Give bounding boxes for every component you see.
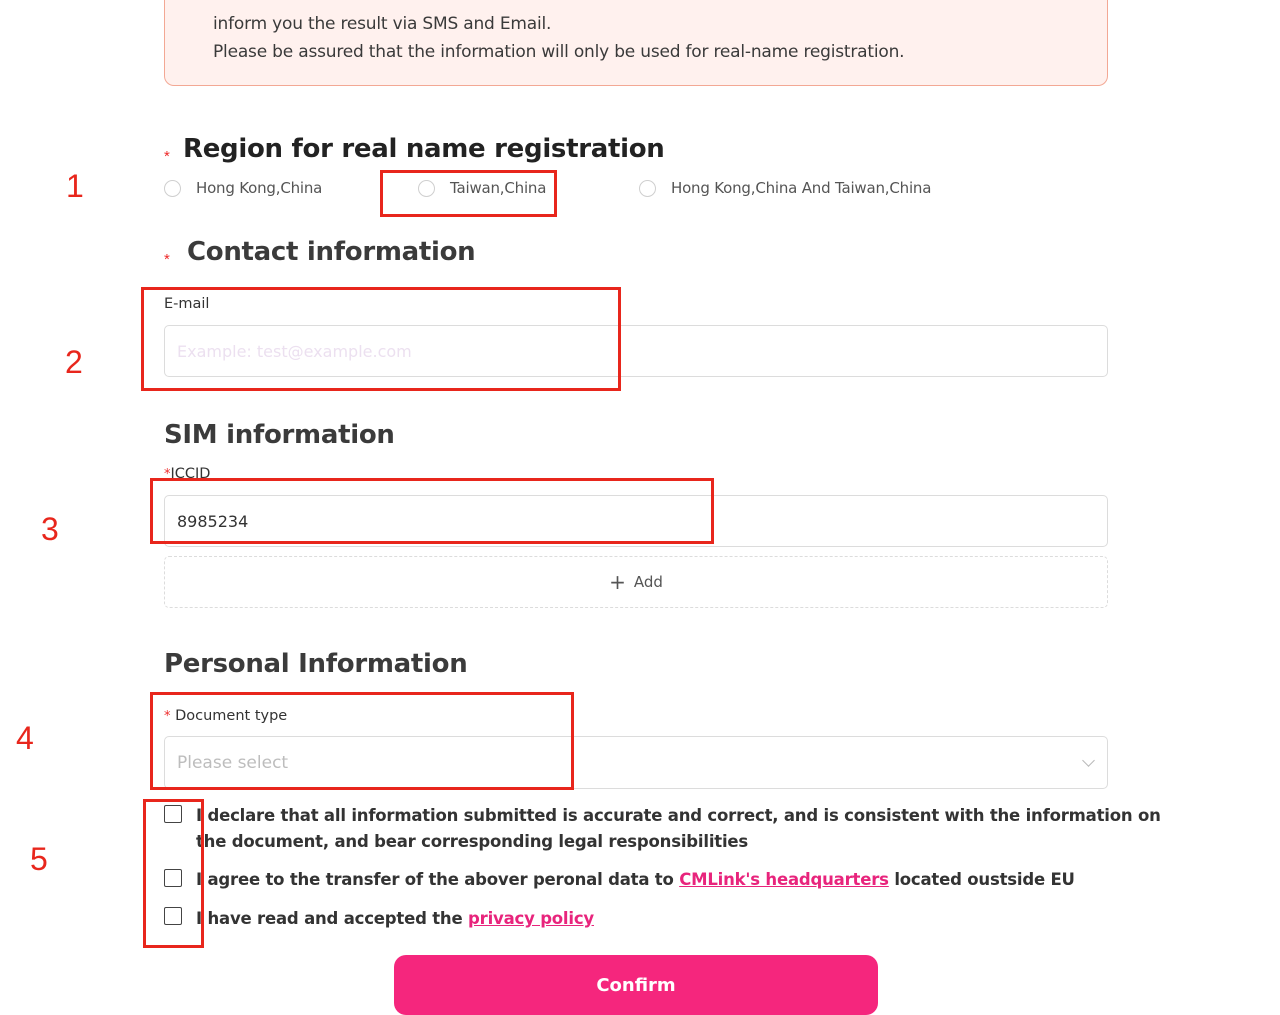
- data-transfer-text-before: I agree to the transfer of the abover peronal data to: [196, 870, 680, 889]
- radio-label: Taiwan,China: [450, 179, 547, 197]
- privacy-policy-text: [196, 909, 594, 928]
- required-mark: *: [164, 709, 171, 724]
- radio-taiwan[interactable]: [418, 179, 546, 197]
- document-type-label: Document type: [175, 708, 288, 724]
- data-transfer-text: [196, 870, 1075, 889]
- plus-icon: +: [609, 570, 626, 594]
- notice-box: [164, 0, 1108, 86]
- radio-hong-kong-and-taiwan[interactable]: [639, 179, 931, 197]
- iccid-label: ICCID: [170, 466, 211, 482]
- annotation-number-2: 2: [65, 344, 83, 380]
- radio-hong-kong[interactable]: [164, 179, 322, 197]
- radio-circle-icon: [418, 180, 435, 197]
- chevron-down-icon: [1082, 754, 1095, 767]
- contact-title: Contact information: [187, 237, 476, 267]
- privacy-policy-checkbox[interactable]: [164, 907, 182, 925]
- data-transfer-checkbox[interactable]: [164, 869, 182, 887]
- declaration-accurate-checkbox[interactable]: [164, 805, 182, 823]
- confirm-button[interactable]: Confirm: [394, 955, 878, 1015]
- required-mark: *: [164, 251, 170, 268]
- iccid-label-row: [164, 466, 210, 482]
- required-mark: *: [164, 467, 171, 482]
- annotation-number-5: 5: [30, 841, 48, 877]
- iccid-input[interactable]: [164, 495, 1108, 547]
- required-mark: *: [164, 148, 170, 165]
- privacy-text-before: I have read and accepted the: [196, 909, 469, 928]
- annotation-number-1: 1: [66, 168, 84, 204]
- notice-line-2: Please be assured that the information will only be used for real-name registration.: [213, 42, 905, 62]
- document-type-select[interactable]: [164, 736, 1108, 789]
- radio-circle-icon: [164, 180, 181, 197]
- data-transfer-text-after: located oustside EU: [888, 870, 1075, 889]
- radio-circle-icon: [639, 180, 656, 197]
- radio-label: Hong Kong,China And Taiwan,China: [671, 179, 932, 197]
- email-field[interactable]: [164, 325, 1108, 377]
- declaration-accurate-line-1: I declare that all information submitted is accurate and correct, and is consistent with the information on: [196, 806, 1161, 825]
- notice-line-1: inform you the result via SMS and Email.: [213, 14, 552, 34]
- annotation-number-4: 4: [16, 720, 34, 756]
- annotation-number-3: 3: [41, 511, 59, 547]
- add-label: Add: [633, 573, 663, 591]
- declaration-accurate-line-2: the document, and bear corresponding legal responsibilities: [196, 832, 749, 851]
- region-title: Region for real name registration: [183, 134, 665, 164]
- radio-label: Hong Kong,China: [196, 179, 323, 197]
- privacy-policy-link[interactable]: privacy policy: [468, 909, 594, 928]
- cmlink-headquarters-link[interactable]: CMLink's headquarters: [679, 870, 889, 889]
- document-type-label-row: [164, 708, 287, 724]
- email-label: E-mail: [164, 296, 210, 312]
- sim-title: SIM information: [164, 420, 395, 450]
- personal-title: Personal Information: [164, 649, 468, 679]
- add-sim-button[interactable]: [164, 556, 1108, 608]
- select-placeholder: Please select: [177, 752, 289, 773]
